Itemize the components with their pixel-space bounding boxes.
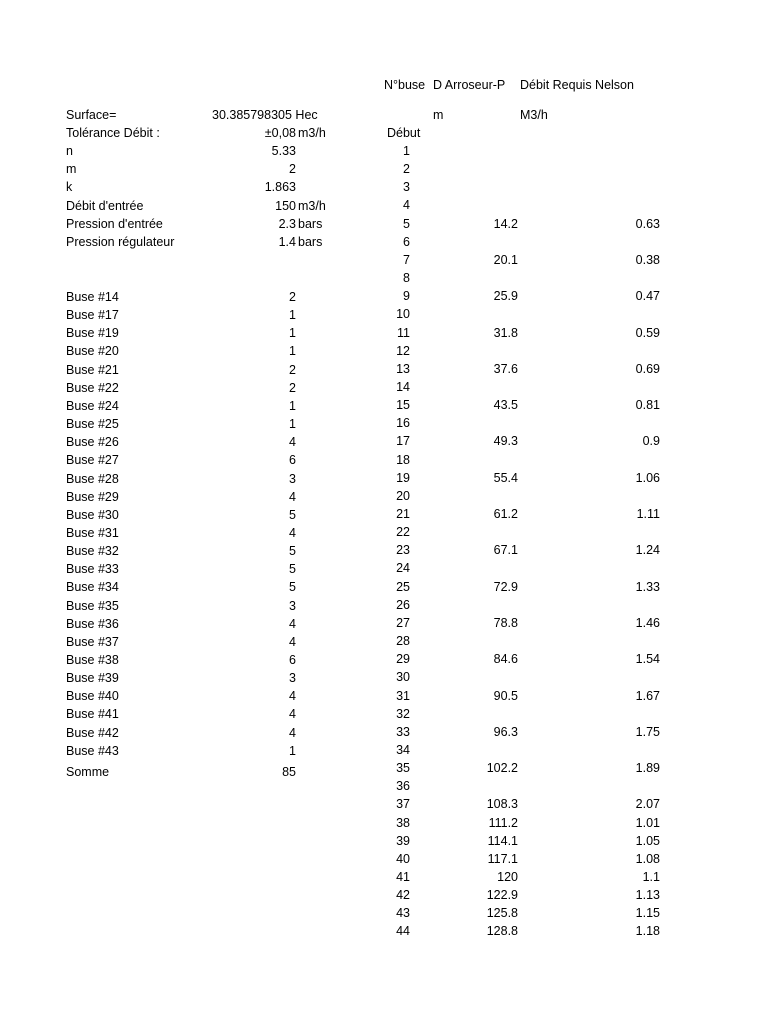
- buse-count: 4: [289, 617, 296, 631]
- k-value: 1.863: [264, 180, 296, 194]
- buse-count: 4: [289, 689, 296, 703]
- row-debit-requis: 1.46: [635, 616, 660, 630]
- row-debit-requis: 1.01: [635, 816, 660, 830]
- buse-count: 4: [289, 526, 296, 540]
- buse-label: Buse #38: [66, 653, 119, 667]
- tolerance-unit: m3/h: [298, 126, 326, 140]
- row-debit-requis: 1.54: [635, 652, 660, 666]
- n-value: 5.33: [271, 144, 296, 158]
- buse-count: 6: [289, 453, 296, 467]
- buse-label: Buse #40: [66, 689, 119, 703]
- buse-count: 2: [289, 290, 296, 304]
- row-debit-requis: 1.18: [635, 924, 660, 938]
- row-buse-number: 10: [396, 307, 410, 321]
- buse-count: 2: [289, 363, 296, 377]
- pression-regulateur-value: 1.4: [278, 235, 296, 249]
- row-d-arroseur: 43.5: [493, 398, 518, 412]
- buse-count: 2: [289, 381, 296, 395]
- row-buse-number: 32: [396, 707, 410, 721]
- row-debit-requis: 0.47: [635, 289, 660, 303]
- header-debit-requis: Débit Requis Nelson: [520, 78, 634, 92]
- row-d-arroseur: 111.2: [488, 816, 518, 830]
- row-debit-requis: 0.59: [635, 326, 660, 340]
- buse-label: Buse #39: [66, 671, 119, 685]
- row-d-arroseur: 117.1: [487, 852, 518, 866]
- buse-count: 1: [289, 744, 296, 758]
- row-buse-number: 31: [396, 689, 410, 703]
- row-buse-number: 36: [396, 779, 410, 793]
- buse-label: Buse #29: [66, 490, 119, 504]
- m-value: 2: [289, 162, 296, 176]
- row-buse-number: 1: [403, 144, 410, 158]
- buse-label: Buse #24: [66, 399, 119, 413]
- row-buse-number: 5: [403, 217, 410, 231]
- buse-label: Buse #33: [66, 562, 119, 576]
- row-d-arroseur: 67.1: [493, 543, 518, 557]
- row-buse-number: 22: [396, 525, 410, 539]
- tolerance-label: Tolérance Débit :: [66, 126, 160, 140]
- row-d-arroseur: 84.6: [493, 652, 518, 666]
- buse-label: Buse #35: [66, 599, 119, 613]
- buse-count: 1: [289, 308, 296, 322]
- buse-label: Buse #32: [66, 544, 119, 558]
- pression-entree-label: Pression d'entrée: [66, 217, 163, 231]
- m-label: m: [66, 162, 77, 176]
- row-buse-number: 38: [396, 816, 410, 830]
- buse-count: 4: [289, 435, 296, 449]
- row-d-arroseur: 72.9: [493, 580, 518, 594]
- surface-label: Surface=: [66, 108, 117, 122]
- surface-value: 30.385798305 Hec: [212, 108, 318, 122]
- row-buse-number: 11: [397, 326, 410, 340]
- row-buse-number: 25: [396, 580, 410, 594]
- buse-count: 5: [289, 508, 296, 522]
- row-d-arroseur: 49.3: [493, 434, 518, 448]
- row-buse-number: 14: [396, 380, 410, 394]
- debit-entree-label: Débit d'entrée: [66, 199, 144, 213]
- row-debit-requis: 0.38: [635, 253, 660, 267]
- pression-entree-unit: bars: [298, 217, 323, 231]
- row-buse-number: 39: [396, 834, 410, 848]
- row-d-arroseur: 114.1: [487, 834, 518, 848]
- buse-count: 4: [289, 726, 296, 740]
- buse-label: Buse #22: [66, 381, 119, 395]
- row-buse-number: 12: [396, 344, 410, 358]
- row-buse-number: 27: [396, 616, 410, 630]
- buse-count: 5: [289, 544, 296, 558]
- row-d-arroseur: 96.3: [493, 725, 518, 739]
- buse-label: Buse #25: [66, 417, 119, 431]
- row-debit-requis: 1.89: [635, 761, 660, 775]
- row-buse-number: 29: [396, 652, 410, 666]
- row-buse-number: 37: [396, 797, 410, 811]
- buse-count: 1: [289, 399, 296, 413]
- row-d-arroseur: 120: [497, 870, 518, 884]
- buse-label: Buse #42: [66, 726, 119, 740]
- row-d-arroseur: 61.2: [493, 507, 518, 521]
- row-debit-requis: 1.06: [635, 471, 660, 485]
- header-debut: Début: [387, 126, 421, 140]
- unit-m: m: [433, 108, 444, 122]
- buse-count: 4: [289, 490, 296, 504]
- header-d-arroseur: D Arroseur-P: [433, 78, 506, 92]
- row-debit-requis: 1.13: [635, 888, 660, 902]
- row-buse-number: 30: [396, 670, 410, 684]
- row-d-arroseur: 108.3: [486, 797, 518, 811]
- debit-entree-value: 150: [275, 199, 296, 213]
- row-buse-number: 43: [396, 906, 410, 920]
- row-d-arroseur: 122.9: [486, 888, 518, 902]
- row-d-arroseur: 14.2: [493, 217, 518, 231]
- row-buse-number: 18: [396, 453, 410, 467]
- row-d-arroseur: 90.5: [493, 689, 518, 703]
- row-debit-requis: 1.08: [635, 852, 660, 866]
- row-debit-requis: 0.63: [635, 217, 660, 231]
- row-debit-requis: 1.1: [642, 870, 660, 884]
- buse-count: 3: [289, 599, 296, 613]
- row-d-arroseur: 31.8: [493, 326, 518, 340]
- row-buse-number: 3: [403, 180, 410, 194]
- buse-label: Buse #28: [66, 472, 119, 486]
- row-buse-number: 9: [403, 289, 410, 303]
- buse-label: Buse #17: [66, 308, 119, 322]
- buse-count: 1: [289, 417, 296, 431]
- buse-label: Buse #27: [66, 453, 119, 467]
- row-buse-number: 35: [396, 761, 410, 775]
- k-label: k: [66, 180, 73, 194]
- row-buse-number: 8: [403, 271, 410, 285]
- buse-label: Buse #26: [66, 435, 119, 449]
- row-debit-requis: 0.9: [642, 434, 660, 448]
- row-debit-requis: 1.11: [636, 507, 660, 521]
- row-buse-number: 26: [396, 598, 410, 612]
- row-buse-number: 20: [396, 489, 410, 503]
- row-d-arroseur: 78.8: [493, 616, 518, 630]
- row-buse-number: 6: [403, 235, 410, 249]
- pression-regulateur-unit: bars: [298, 235, 323, 249]
- row-buse-number: 4: [403, 198, 410, 212]
- row-d-arroseur: 128.8: [486, 924, 518, 938]
- row-buse-number: 17: [396, 434, 410, 448]
- buse-count: 6: [289, 653, 296, 667]
- tolerance-value: ±0,08: [264, 126, 296, 140]
- row-debit-requis: 1.05: [635, 834, 660, 848]
- row-d-arroseur: 20.1: [493, 253, 518, 267]
- row-buse-number: 21: [396, 507, 410, 521]
- row-debit-requis: 0.69: [635, 362, 660, 376]
- buse-label: Buse #30: [66, 508, 119, 522]
- buse-count: 5: [289, 562, 296, 576]
- row-buse-number: 28: [396, 634, 410, 648]
- row-debit-requis: 1.33: [635, 580, 660, 594]
- buse-count: 3: [289, 671, 296, 685]
- row-d-arroseur: 125.8: [486, 906, 518, 920]
- row-buse-number: 7: [403, 253, 410, 267]
- row-debit-requis: 1.15: [635, 906, 660, 920]
- buse-label: Buse #31: [66, 526, 119, 540]
- row-debit-requis: 1.67: [635, 689, 660, 703]
- buse-label: Buse #36: [66, 617, 119, 631]
- row-buse-number: 33: [396, 725, 410, 739]
- row-debit-requis: 0.81: [635, 398, 660, 412]
- row-buse-number: 41: [396, 870, 410, 884]
- somme-label: Somme: [66, 765, 110, 779]
- row-buse-number: 15: [396, 398, 410, 412]
- n-label: n: [66, 144, 73, 158]
- row-debit-requis: 1.24: [635, 543, 660, 557]
- buse-count: 4: [289, 635, 296, 649]
- buse-count: 1: [289, 326, 296, 340]
- buse-label: Buse #41: [66, 707, 119, 721]
- row-buse-number: 42: [396, 888, 410, 902]
- unit-m3h: M3/h: [520, 108, 548, 122]
- header-nbuse: N°buse: [384, 78, 426, 92]
- buse-label: Buse #19: [66, 326, 119, 340]
- row-buse-number: 2: [403, 162, 410, 176]
- buse-label: Buse #34: [66, 580, 119, 594]
- buse-label: Buse #14: [66, 290, 119, 304]
- debit-entree-unit: m3/h: [298, 199, 326, 213]
- row-debit-requis: 1.75: [635, 725, 660, 739]
- buse-count: 1: [289, 344, 296, 358]
- row-d-arroseur: 25.9: [493, 289, 518, 303]
- row-d-arroseur: 55.4: [493, 471, 518, 485]
- row-debit-requis: 2.07: [635, 797, 660, 811]
- buse-count: 3: [289, 472, 296, 486]
- row-buse-number: 34: [396, 743, 410, 757]
- buse-label: Buse #43: [66, 744, 119, 758]
- pression-entree-value: 2.3: [278, 217, 296, 231]
- row-buse-number: 16: [396, 416, 410, 430]
- row-buse-number: 19: [396, 471, 410, 485]
- buse-count: 4: [289, 707, 296, 721]
- buse-label: Buse #20: [66, 344, 119, 358]
- row-buse-number: 44: [396, 924, 410, 938]
- row-buse-number: 40: [396, 852, 410, 866]
- row-d-arroseur: 37.6: [493, 362, 518, 376]
- row-buse-number: 24: [396, 561, 410, 575]
- buse-label: Buse #21: [66, 363, 119, 377]
- buse-label: Buse #37: [66, 635, 119, 649]
- row-buse-number: 13: [396, 362, 410, 376]
- buse-count: 5: [289, 580, 296, 594]
- somme-value: 85: [282, 765, 296, 779]
- pression-regulateur-label: Pression régulateur: [66, 235, 175, 249]
- row-buse-number: 23: [396, 543, 410, 557]
- row-d-arroseur: 102.2: [486, 761, 518, 775]
